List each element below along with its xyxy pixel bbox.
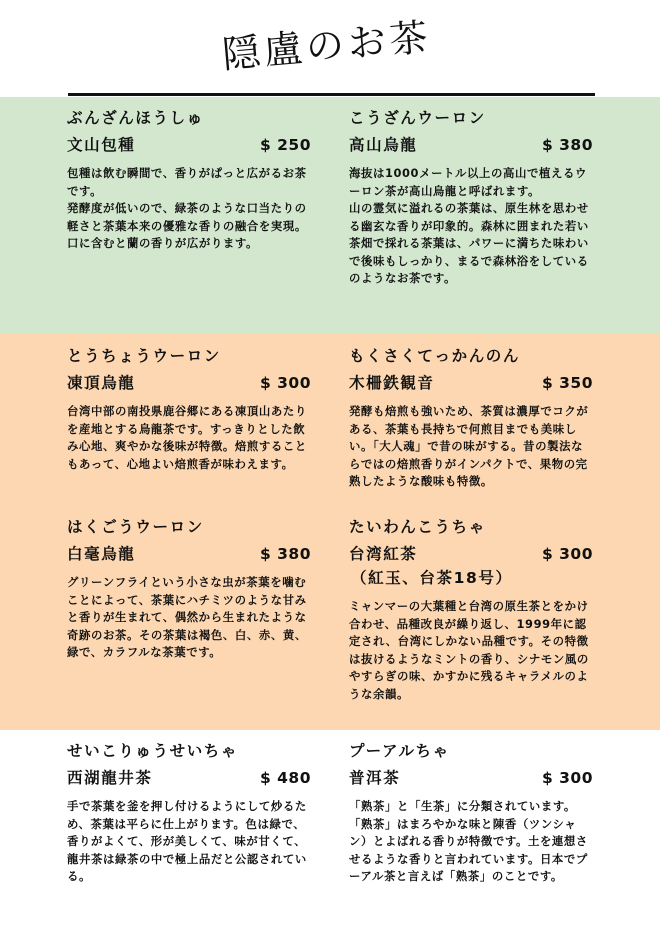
tea-item-seiko-longjing xyxy=(67,741,311,886)
tea-reading: せいこりゅうせいちゃ xyxy=(67,742,239,760)
tea-name: 西湖龍井茶 xyxy=(67,769,153,787)
tea-name-row xyxy=(67,543,311,565)
tea-description xyxy=(349,598,593,703)
tea-description xyxy=(349,165,593,288)
title-underline xyxy=(68,93,595,96)
tea-reading: プーアルちゃ xyxy=(349,742,450,760)
tea-description xyxy=(67,165,311,253)
tea-name-row xyxy=(67,372,311,394)
tea-reading: はくごうウーロン xyxy=(67,518,204,536)
description-paragraph: グリーンフライという小さな虫が茶葉を噛むことによって、茶葉にハチミツのような甘みと香りが生まれて、偶然から生まれたような奇跡のお茶。その茶葉は褐色、白、赤、黄、緑で、カラフルな茶葉です。 xyxy=(67,575,307,659)
description-paragraph: 手で茶葉を釜を押し付けるようにして炒るため、茶葉は平らに仕上がります。色は緑で、香りがよくて、形が美しくて、味が甘くて、龍井茶は緑茶の中で極上品だと公認されている。 xyxy=(67,799,307,883)
tea-name: 木柵鉄観音 xyxy=(349,374,435,392)
tea-item-touchou-oolong xyxy=(67,346,311,473)
tea-name: 文山包種 xyxy=(67,136,136,154)
tea-description xyxy=(67,574,311,662)
tea-name-row xyxy=(349,134,593,156)
header xyxy=(0,0,660,97)
tea-item-taiwan-black-tea xyxy=(349,517,593,703)
tea-name-row xyxy=(349,543,593,565)
description-paragraph: 発酵度が低いので、緑茶のような口当たりの軽さと茶葉本来の優雅な香りの融合を実現。口に含むと蘭の香りが広がります。 xyxy=(67,201,307,250)
tea-name-row xyxy=(67,134,311,156)
tea-item-bunzan-paochong xyxy=(67,108,311,253)
description-paragraph: 包種は飲む瞬間で、香りがぱっと広がるお茶です。 xyxy=(67,166,307,198)
tea-name-row xyxy=(349,767,593,789)
tea-description xyxy=(349,403,593,491)
tea-name: 高山烏龍 xyxy=(349,136,418,154)
tea-name: 白毫烏龍 xyxy=(67,545,136,563)
tea-name-row xyxy=(67,767,311,789)
description-paragraph: 山の霊気に溢れるの茶葉は、原生林を思わせる幽玄な香りが印象的。森林に囲まれた若い茶畑で採れる茶葉は、パワーに満ちた味わいで後味もしっかり、まるで森林浴をしているのようなお茶です。 xyxy=(349,201,589,285)
tea-item-mokusaku-tieguanyin xyxy=(349,346,593,491)
tea-item-kouzan-oolong xyxy=(349,108,593,288)
tea-reading: こうざんウーロン xyxy=(349,109,486,127)
tea-price: $ 380 xyxy=(541,136,593,154)
menu-title: 隠盧のお茶 xyxy=(220,14,434,77)
description-paragraph: 台湾中部の南投県鹿谷郷にある凍頂山あたりを産地とする烏龍茶です。すっきりとした飲み心地、爽やかな後味が特徴。焙煎することもあって、心地よい焙煎香が味わえます。 xyxy=(67,404,307,471)
description-paragraph: ミャンマーの大葉種と台湾の原生茶とをかけ合わせ、品種改良が繰り返し、1999年に認定され、台湾にしかない品種です。その特徴は抜けるようなミントの香り、シナモン風のやすらぎの味、かすかに残るキャラメルのような余韻。 xyxy=(349,599,589,701)
tea-name: 普洱茶 xyxy=(349,769,401,787)
description-paragraph: 「熟茶」はまろやかな味と陳香（ツンシャン）とよばれる香りが特徴です。土を連想させるような香りと言われています。日本でプーアル茶と言えば「熟茶」のことです。 xyxy=(349,816,588,883)
tea-item-puer xyxy=(349,741,593,886)
tea-price: $ 300 xyxy=(541,545,593,563)
tea-variety-note: （紅玉、台茶18号） xyxy=(351,569,513,587)
tea-reading: ぶんざんほうしゅ xyxy=(67,109,204,127)
tea-price: $ 300 xyxy=(259,374,311,392)
tea-description xyxy=(67,403,311,473)
tea-name-row xyxy=(349,372,593,394)
tea-description xyxy=(67,798,311,886)
tea-reading: とうちょうウーロン xyxy=(67,347,221,365)
tea-price: $ 300 xyxy=(541,769,593,787)
tea-price: $ 480 xyxy=(259,769,311,787)
tea-price: $ 350 xyxy=(541,374,593,392)
tea-price: $ 250 xyxy=(259,136,311,154)
tea-price: $ 380 xyxy=(259,545,311,563)
tea-name: 凍頂烏龍 xyxy=(67,374,136,392)
tea-reading: たいわんこうちゃ xyxy=(349,518,486,536)
tea-name: 台湾紅茶 xyxy=(349,545,418,563)
tea-item-hakugo-oolong xyxy=(67,517,311,662)
tea-description xyxy=(349,798,593,886)
description-paragraph: 「熟茶」と「生茶」に分類されています。 xyxy=(349,799,576,813)
description-paragraph: 海抜は1000メートル以上の高山で植えるウーロン茶が高山烏龍と呼ばれます。 xyxy=(349,166,587,198)
description-paragraph: 発酵も焙煎も強いため、茶質は濃厚でコクがある、茶葉も長持ちで何煎目までも美味しい。「大人魂」で昔の味がする。昔の製法ならではの焙煎香りがインパクトで、果物の完熟したような酸味も特徴。 xyxy=(349,404,589,488)
tea-reading: もくさくてっかんのん xyxy=(349,347,521,365)
